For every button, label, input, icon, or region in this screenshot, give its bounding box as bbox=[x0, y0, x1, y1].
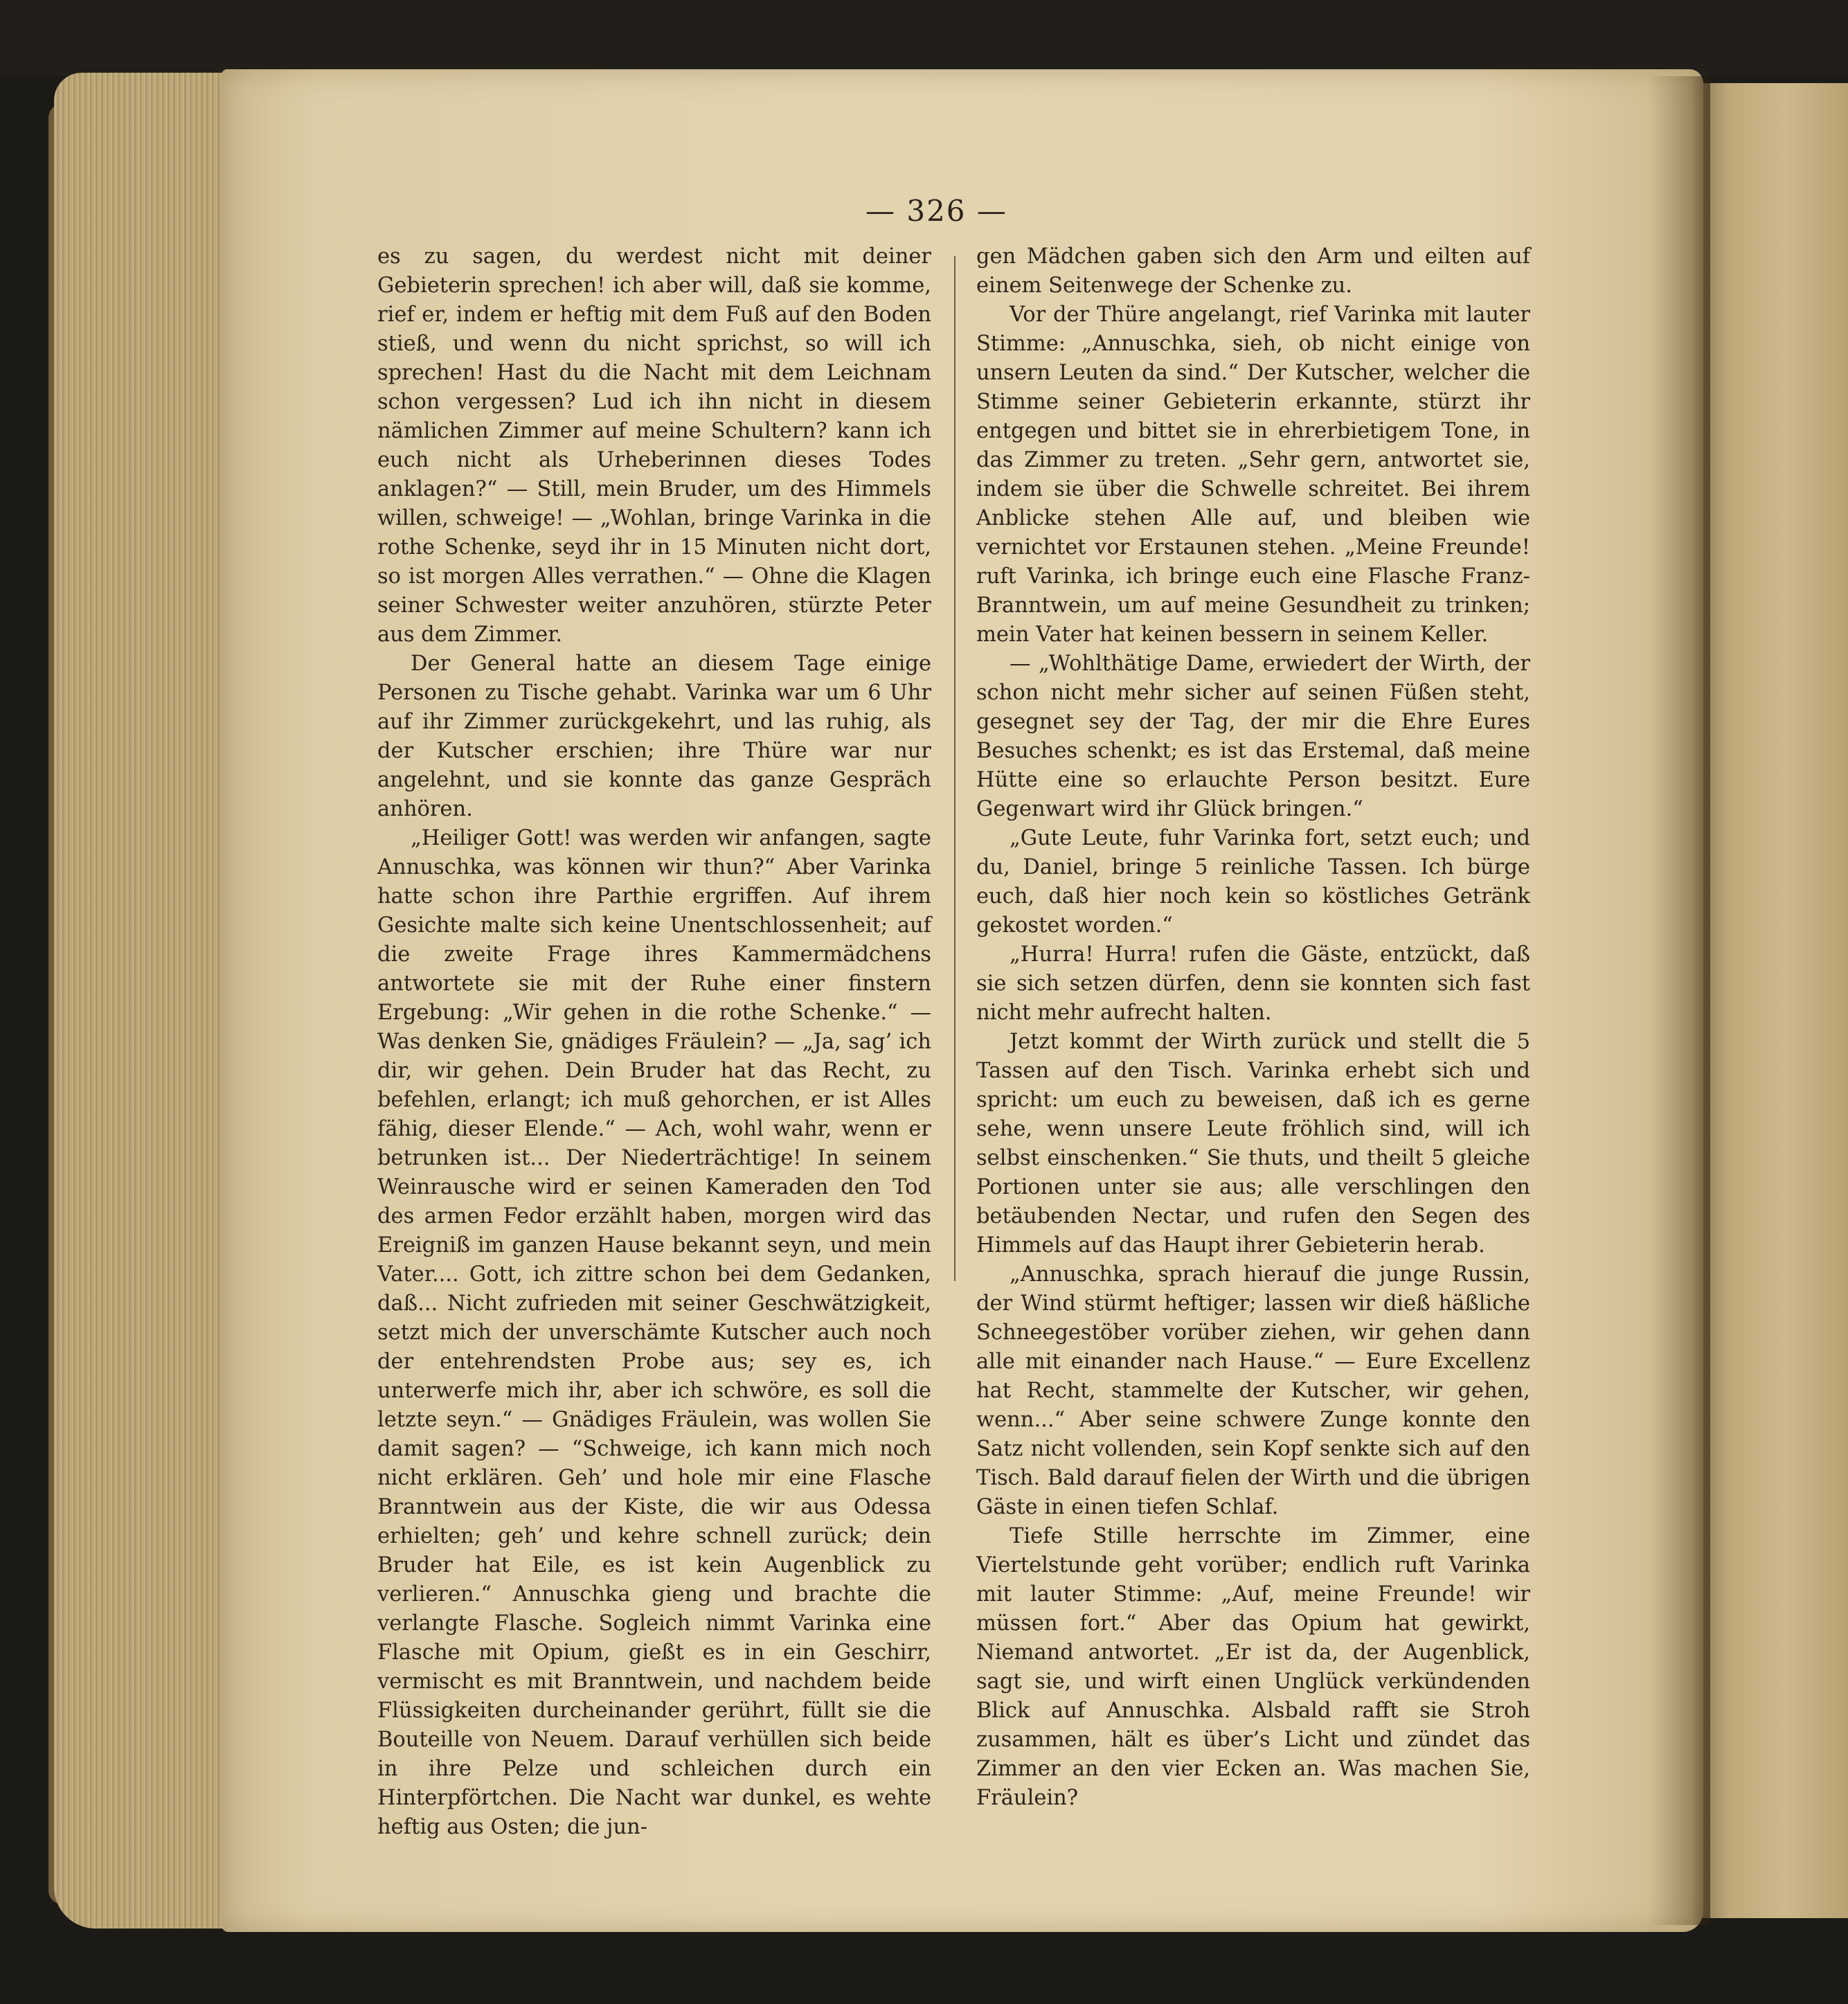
paragraph: — „Wohlthätige Dame, erwiedert der Wirth, der schon nicht mehr sicher auf seinen Füßen steht, gesegnet sey der Tag, der mir die Ehre Eures Besuches schenkt; es ist das Erstemal, daß meine Hütte eine so erlauchte Person besitzt. Eure Gegenwart wird ihr Glück bringen.“ bbox=[976, 652, 1530, 821]
gutter-shadow bbox=[1648, 76, 1710, 1925]
paragraph: „Hurra! Hurra! rufen die Gäste, entzückt, daß sie sich setzen dürfen, denn sie konnten sich fast nicht mehr aufrecht halten. bbox=[976, 942, 1530, 1025]
paragraph: „Gute Leute, fuhr Varinka fort, setzt euch; und du, Daniel, bringe 5 reinliche Tassen. Ich bürge euch, daß hier noch kein so köstliches Getränk gekostet worden.“ bbox=[976, 826, 1530, 938]
paragraph: Vor der Thüre angelangt, rief Varinka mit lauter Stimme: „Annuschka, sieh, ob nicht einige von unsern Leuten da sind.“ Der Kutscher, welcher die Stimme seiner Gebieterin erkannte, stürzt ihr entgegen und bittet sie in ehrerbietigem Tone, in das Zimmer zu treten. „Sehr gern, antwortet sie, indem sie über die Schwelle schreitet. Bei ihrem Anblicke stehen Alle auf, und bleiben wie vernichtet vor Erstaunen stehen. „Meine Freunde! ruft Varinka, ich bringe euch eine Flasche Franz-Branntwein, um auf meine Gesundheit zu trinken; mein Vater hat keinen bessern in seinem Keller. bbox=[976, 303, 1530, 647]
right-text-column bbox=[976, 242, 1530, 1813]
page-number: — 326 — bbox=[865, 194, 1007, 228]
book-page-stack bbox=[54, 73, 234, 1929]
column-divider bbox=[954, 256, 956, 1281]
paragraph: Jetzt kommt der Wirth zurück und stellt die 5 Tassen auf den Tisch. Varinka erhebt sich und spricht: um euch zu beweisen, daß ich es gerne sehe, wenn unsere Leute fröhlich sind, will ich selbst einschenken.“ Sie thuts, und theilt 5 gleiche Portionen unter sie aus; alle verschlingen den betäubenden Nectar, und rufen den Segen des Himmels auf das Haupt ihrer Gebieterin herab. bbox=[976, 1030, 1530, 1258]
paragraph: gen Mädchen gaben sich den Arm und eilten auf einem Seitenwege der Schenke zu. bbox=[976, 244, 1530, 298]
paragraph: es zu sagen, du werdest nicht mit deiner Gebieterin sprechen! ich aber will, daß sie komme, rief er, indem er heftig mit dem Fuß auf den Boden stieß, und wenn du nicht sprichst, so will ich sprechen! Hast du die Nacht mit dem Leichnam schon vergessen? Lud ich ihn nicht in diesem nämlichen Zimmer auf meine Schultern? kann ich euch nicht als Urheberinnen dieses Todes anklagen?“ — Still, mein Bruder, um des Himmels willen, schweige! — „Wohlan, bringe Varinka in die rothe Schenke, seyd ihr in 15 Minuten nicht dort, so ist morgen Alles verrathen.“ — Ohne die Klagen seiner Schwester weiter anzuhören, stürzte Peter aus dem Zimmer. bbox=[377, 244, 931, 647]
left-text-column bbox=[377, 242, 931, 1842]
paragraph: „Annuschka, sprach hierauf die junge Russin, der Wind stürmt heftiger; lassen wir dieß häßliche Schneegestöber vorüber ziehen, wir gehen dann alle mit einander nach Hause.“ — Eure Excellenz hat Recht, stammelte der Kutscher, wir gehen, wenn...“ Aber seine schwere Zunge konnte den Satz nicht vollenden, sein Kopf senkte sich auf den Tisch. Bald darauf fielen der Wirth und die übrigen Gäste in einen tiefen Schlaf. bbox=[976, 1262, 1530, 1519]
paragraph: Tiefe Stille herrschte im Zimmer, eine Viertelstunde geht vorüber; endlich ruft Varinka mit lauter Stimme: „Auf, meine Freunde! wir müssen fort.“ Aber das Opium hat gewirkt, Niemand antwortet. „Er ist da, der Augenblick, sagt sie, und wirft einen Unglück verkündenden Blick auf Annuschka. Alsbald rafft sie Stroh zusammen, hält es über’s Licht und zündet das Zimmer an den vier Ecken an. Was machen Sie, Fräulein? bbox=[976, 1524, 1530, 1810]
paragraph: „Heiliger Gott! was werden wir anfangen, sagte Annuschka, was können wir thun?“ Aber Varinka hatte schon ihre Parthie ergriffen. Auf ihrem Gesichte malte sich keine Unentschlossenheit; auf die zweite Frage ihres Kammermädchens antwortete sie mit der Ruhe einer finstern Ergebung: „Wir gehen in die rothe Schenke.“ — Was denken Sie, gnädiges Fräulein? — „Ja, sag’ ich dir, wir gehen. Dein Bruder hat das Recht, zu befehlen, erlangt; ich muß gehorchen, er ist Alles fähig, dieser Elende.“ — Ach, wohl wahr, wenn er betrunken ist... Der Niederträchtige! In seinem Weinrausche wird er seinen Kameraden den Tod des armen Fedor erzählt haben, morgen wird das Ereigniß im ganzen Hause bekannt seyn, und mein Vater.... Gott, ich zittre schon bei dem Gedanken, daß... Nicht zufrieden mit seiner Geschwätzigkeit, setzt mich der unverschämte Kutscher auch noch der entehrendsten Probe aus; sey es, ich unterwerfe mich ihr, aber ich schwöre, es soll die letzte seyn.“ — Gnädiges Fräulein, was wollen Sie damit sagen? — “Schweige, ich kann mich noch nicht erklären. Geh’ und hole mir eine Flasche Branntwein aus der Kiste, die wir aus Odessa erhielten; geh’ und kehre schnell zurück; dein Bruder hat Eile, es ist kein Augenblick zu verlieren.“ Annuschka gieng und brachte die verlangte Flasche. Sogleich nimmt Varinka eine Flasche mit Opium, gießt es in ein Geschirr, vermischt es mit Branntwein, und nachdem beide Flüssigkeiten durcheinander gerührt, füllt sie die Bouteille von Neuem. Darauf verhüllen sich beide in ihre Pelze und schleichen durch ein Hinterpförtchen. Die Nacht war dunkel, es wehte heftig aus Osten; die jun- bbox=[377, 826, 931, 1839]
facing-page-edge bbox=[1689, 83, 1848, 1918]
paragraph: Der General hatte an diesem Tage einige Personen zu Tische gehabt. Varinka war um 6 Uhr auf ihr Zimmer zurückgekehrt, und las ruhig, als der Kutscher erschien; ihre Thüre war nur angelehnt, und sie konnte das ganze Gespräch anhören. bbox=[377, 652, 931, 821]
scan-background bbox=[0, 0, 1848, 76]
